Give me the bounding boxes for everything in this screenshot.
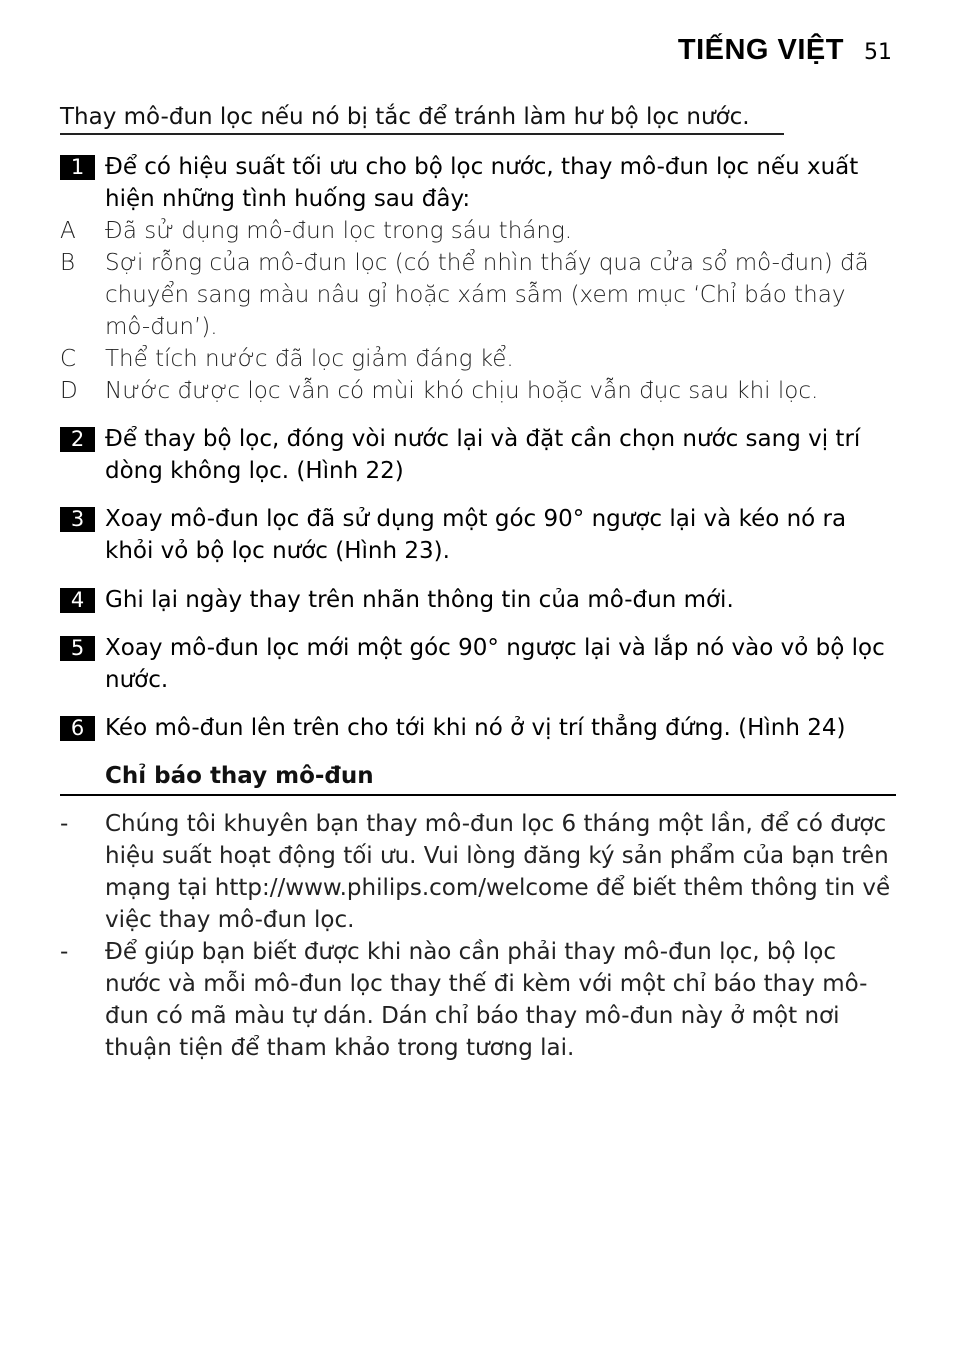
- step-number: 3: [60, 507, 95, 532]
- bullet-dash: -: [60, 811, 69, 837]
- sub-item-d: [60, 375, 896, 407]
- sub-item-text: Đã sử dụng mô-đun lọc trong sáu tháng.: [105, 218, 573, 244]
- step-4: [60, 584, 896, 616]
- sub-item-b: [60, 247, 896, 343]
- bullet-text: Để giúp bạn biết được khi nào cần phải thay mô-đun lọc, bộ lọc nước và mỗi mô-đun lọc thay thế đi kèm với một chỉ báo thay mô-đun có mã màu tự dán. Dán chỉ báo thay mô-đun này ở một nơi thuận tiện để tham khảo trong tương lai.: [105, 939, 868, 1061]
- sub-item-text: Sợi rỗng của mô-đun lọc (có thể nhìn thấy qua cửa sổ mô-đun) đã chuyển sang màu nâu gỉ hoặc xám sẫm (xem mục ‘Chỉ báo thay mô-đun’).: [105, 250, 869, 340]
- step-text: Để có hiệu suất tối ưu cho bộ lọc nước, thay mô-đun lọc nếu xuất hiện những tình huống sau đây:: [105, 154, 859, 212]
- step-6: [60, 712, 896, 744]
- step-number: 6: [60, 716, 95, 741]
- step-number: 2: [60, 427, 95, 452]
- section-heading: Chỉ báo thay mô-đun: [105, 763, 374, 789]
- sub-item-letter: A: [60, 218, 76, 244]
- step-text: Ghi lại ngày thay trên nhãn thông tin của mô-đun mới.: [105, 587, 734, 613]
- step-2: [60, 423, 896, 487]
- step-text: Xoay mô-đun lọc đã sử dụng một góc 90° ngược lại và kéo nó ra khỏi vỏ bộ lọc nước (Hình 23).: [105, 506, 847, 564]
- step-text: Để thay bộ lọc, đóng vòi nước lại và đặt cần chọn nước sang vị trí dòng không lọc. (Hình 22): [105, 426, 861, 484]
- step-number: 5: [60, 636, 95, 661]
- page-number: 51: [864, 40, 892, 65]
- sub-item-letter: C: [60, 346, 77, 372]
- step-1: [60, 151, 896, 215]
- bullet-text: Chúng tôi khuyên bạn thay mô-đun lọc 6 tháng một lần, để có được hiệu suất hoạt động tối ưu. Vui lòng đăng ký sản phẩm của bạn trên mạng tại http://www.philips.com/welcome để biết thêm thông tin về việc thay mô-đun lọc.: [105, 811, 891, 933]
- step-number: 1: [60, 155, 95, 180]
- language-title: TIẾNG VIỆT: [677, 34, 844, 66]
- step-number: 4: [60, 588, 95, 613]
- bullet-dash: -: [60, 939, 69, 965]
- step-text: Xoay mô-đun lọc mới một góc 90° ngược lại và lắp nó vào vỏ bộ lọc nước.: [105, 635, 885, 693]
- sub-item-text: Nước được lọc vẫn có mùi khó chịu hoặc vẫn đục sau khi lọc.: [105, 378, 819, 404]
- sub-item-c: [60, 343, 896, 375]
- intro-text: Thay mô-đun lọc nếu nó bị tắc để tránh làm hư bộ lọc nước.: [60, 101, 784, 135]
- step-text: Kéo mô-đun lên trên cho tới khi nó ở vị trí thẳng đứng. (Hình 24): [105, 715, 846, 741]
- sub-item-letter: D: [60, 378, 78, 404]
- page-header: [678, 34, 892, 67]
- step-5: [60, 632, 896, 696]
- sub-item-a: [60, 215, 896, 247]
- sub-item-text: Thể tích nước đã lọc giảm đáng kể.: [105, 346, 514, 372]
- step-3: [60, 503, 896, 567]
- bullet-item-2: [60, 936, 896, 1064]
- sub-item-letter: B: [60, 250, 76, 276]
- section-divider: [60, 794, 896, 796]
- bullet-item-1: [60, 808, 896, 936]
